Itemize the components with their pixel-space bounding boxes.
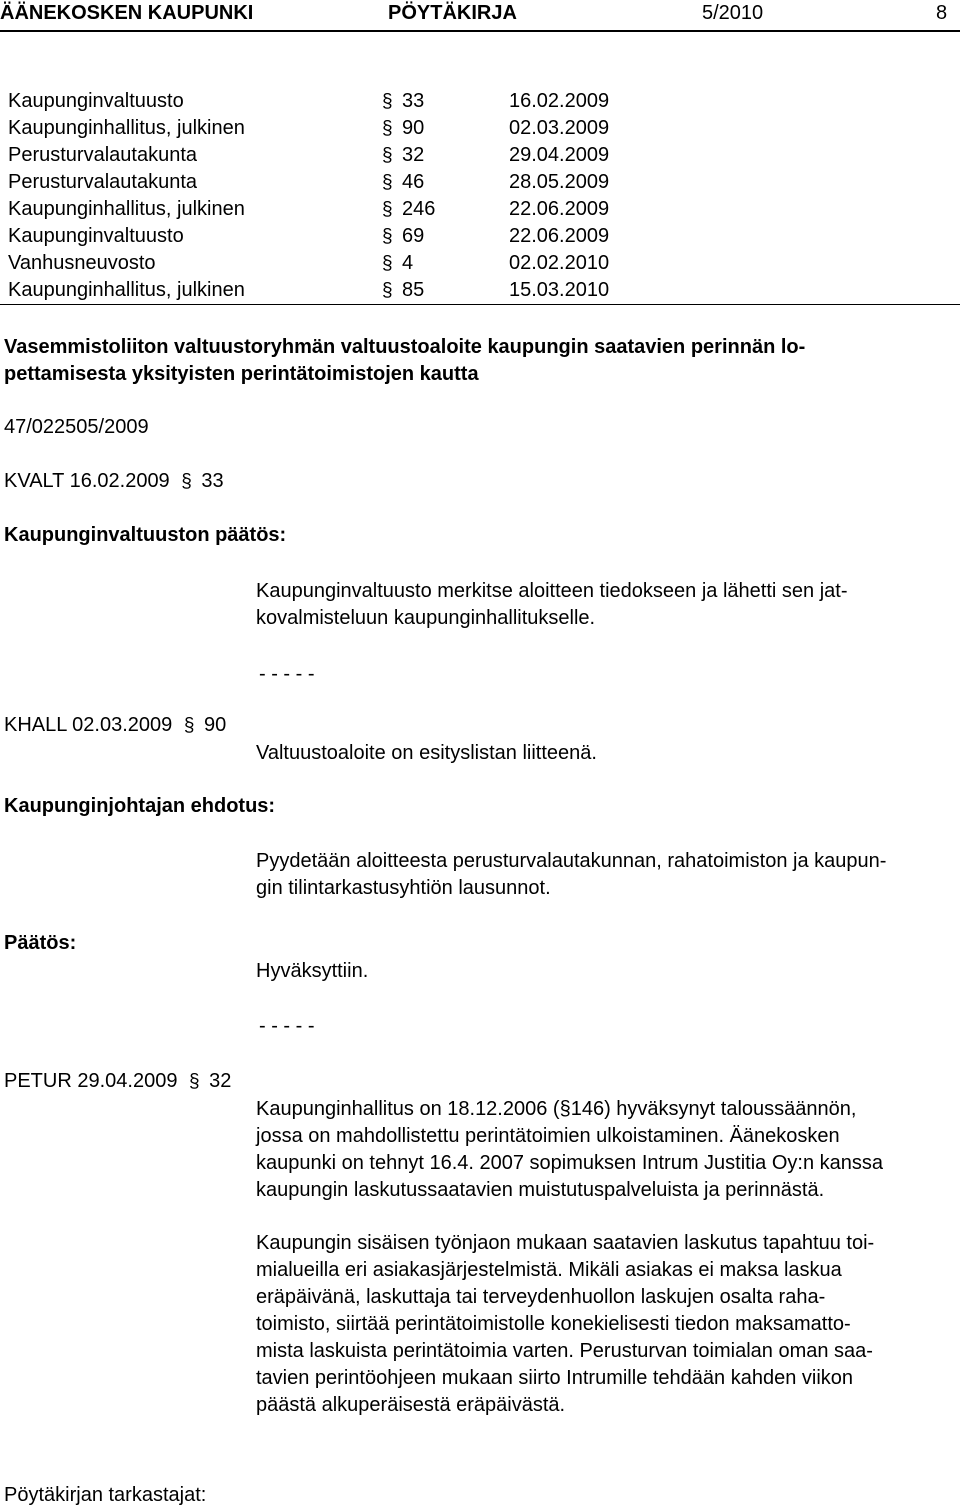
history-date: 16.02.2009 (509, 90, 610, 112)
header-divider (0, 30, 960, 32)
history-date: 22.06.2009 (509, 225, 610, 247)
text-line: jossa on mahdollistettu perintätoimien ulkoistaminen. Äänekosken (256, 1125, 840, 1147)
handling-history (0, 88, 960, 310)
history-number: 246 (402, 198, 436, 220)
history-body: Perusturvalautakunta (8, 171, 198, 193)
history-body: Kaupunginvaltuusto (8, 90, 184, 112)
kvalt-text-line-1: Kaupunginvaltuusto merkitse aloitteen tiedokseen ja lähetti sen jat- (256, 580, 848, 602)
history-body: Perusturvalautakunta (8, 144, 198, 166)
section-sign: § (382, 118, 393, 139)
section-sign: § (382, 226, 393, 247)
text-line: kaupungin laskutussaatavien muistutuspalveluista ja perinnästä. (256, 1179, 825, 1201)
petur-reference (4, 1068, 231, 1095)
history-date: 02.02.2010 (509, 252, 610, 274)
history-row (0, 115, 960, 142)
history-number: 32 (402, 144, 425, 166)
history-row (0, 277, 960, 304)
section-sign: § (382, 91, 393, 112)
section-sign: § (382, 280, 393, 301)
proposal-text-line-2: gin tilintarkastusyhtiön lausunnot. (256, 877, 551, 899)
document-number: 5/2010 (702, 2, 764, 24)
item-title-line-1: Vasemmistoliiton valtuustoryhmän valtuustoaloite kaupungin saatavien perinnän lo- (4, 336, 806, 358)
history-number: 4 (402, 252, 414, 274)
section-sign: § (183, 715, 195, 736)
history-date: 28.05.2009 (509, 171, 610, 193)
history-body: Kaupunginvaltuusto (8, 225, 184, 247)
organization-name: ÄÄNEKOSKEN KAUPUNKI (0, 2, 254, 24)
document-type: PÖYTÄKIRJA (388, 2, 517, 24)
khall-number: 90 (203, 714, 227, 736)
kvalt-heading: Kaupunginvaltuuston päätös: (4, 524, 287, 546)
history-number: 69 (402, 225, 425, 247)
history-row (0, 88, 960, 115)
history-body: Kaupunginhallitus, julkinen (8, 198, 245, 220)
kvalt-reference (4, 468, 224, 495)
text-line: mista laskuista perintätoimia varten. Perusturvan toimialan oman saa- (256, 1340, 873, 1362)
text-line: tavien perintöohjeen mukaan siirto Intrumille tehdään kahden viikon (256, 1367, 854, 1389)
text-line: Kaupungin sisäisen työnjaon mukaan saatavien laskutus tapahtuu toi- (256, 1232, 875, 1254)
section-sign: § (189, 1071, 200, 1092)
proposal-text-line-1: Pyydetään aloitteesta perusturvalautakunnan, rahatoimiston ja kaupun- (256, 850, 887, 872)
page-number: 8 (936, 2, 948, 24)
history-number: 85 (402, 279, 425, 301)
record-id: 47/022505/2009 (4, 416, 149, 438)
section-sign: § (382, 145, 393, 166)
text-line: mialueilla eri asiakasjärjestelmistä. Mikäli asiakas ei maksa laskua (256, 1259, 842, 1281)
history-row (0, 223, 960, 250)
history-row (0, 196, 960, 223)
history-date: 15.03.2010 (509, 279, 610, 301)
history-body: Vanhusneuvosto (8, 252, 156, 274)
history-divider (0, 304, 960, 305)
kvalt-text-line-2: kovalmisteluun kaupunginhallitukselle. (256, 607, 596, 629)
petur-ref: PETUR 29.04.2009 (4, 1070, 178, 1092)
history-row (0, 250, 960, 277)
text-line: toimisto, siirtää perintätoimistolle konekielisesti tiedon maksamatto- (256, 1313, 851, 1335)
history-date: 22.06.2009 (509, 198, 610, 220)
petur-paragraph-2 (256, 1230, 874, 1419)
history-number: 90 (402, 117, 425, 139)
section-sign: § (181, 471, 192, 492)
item-title-line-2: pettamisesta yksityisten perintätoimistojen kautta (4, 363, 479, 385)
section-sign: § (382, 253, 393, 274)
decision-text: Hyväksyttiin. (256, 960, 369, 982)
kvalt-ref: KVALT 16.02.2009 (4, 470, 170, 492)
petur-number: 32 (209, 1070, 232, 1092)
document-header (0, 0, 960, 30)
decision-heading: Päätös: (4, 932, 77, 954)
history-date: 02.03.2009 (509, 117, 610, 139)
separator: - - - - - (259, 663, 315, 685)
history-body: Kaupunginhallitus, julkinen (8, 279, 245, 301)
petur-paragraph-1 (256, 1096, 883, 1204)
khall-reference (4, 712, 226, 739)
separator: - - - - - (259, 1015, 315, 1037)
kvalt-number: 33 (201, 470, 224, 492)
proposal-heading: Kaupunginjohtajan ehdotus: (4, 795, 276, 817)
text-line: Kaupunginhallitus on 18.12.2006 (§146) hyväksynyt taloussäännön, (256, 1098, 857, 1120)
inspectors-label: Pöytäkirjan tarkastajat: (4, 1484, 207, 1506)
text-line: päästä alkuperäisestä eräpäivästä. (256, 1394, 566, 1416)
text-line: kaupunki on tehnyt 16.4. 2007 sopimuksen Intrum Justitia Oy:n kanssa (256, 1152, 884, 1174)
history-row (0, 169, 960, 196)
section-sign: § (382, 199, 393, 220)
attachment-note: Valtuustoaloite on esityslistan liitteenä. (256, 742, 597, 764)
khall-ref: KHALL 02.03.2009 (4, 714, 173, 736)
history-row (0, 142, 960, 169)
history-body: Kaupunginhallitus, julkinen (8, 117, 245, 139)
section-sign: § (382, 172, 393, 193)
history-number: 46 (402, 171, 425, 193)
history-number: 33 (402, 90, 425, 112)
text-line: eräpäivänä, laskuttaja tai terveydenhuollon laskujen osalta raha- (256, 1286, 826, 1308)
history-date: 29.04.2009 (509, 144, 610, 166)
